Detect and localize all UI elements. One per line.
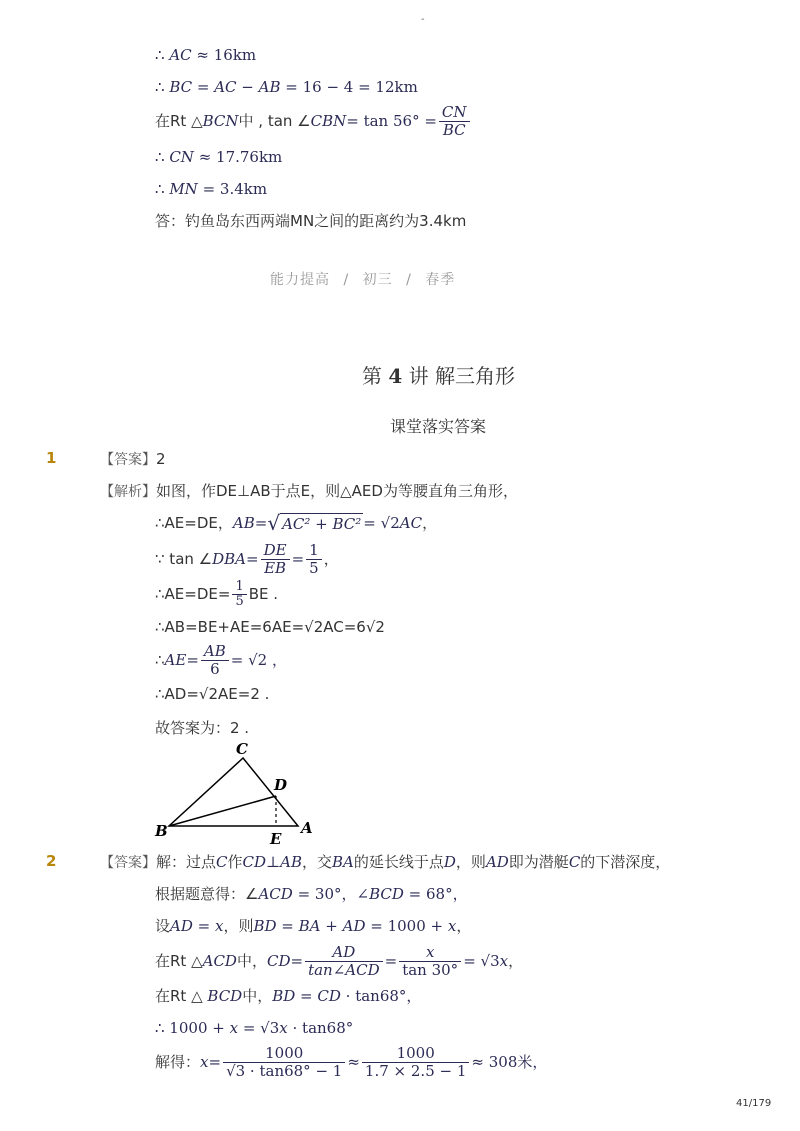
course-breadcrumb: 能力提高 / 初三 / 春季 xyxy=(270,272,456,288)
question-number-2: 2 xyxy=(46,852,57,870)
prev-line-4: ∴ CN ≈ 17.76km xyxy=(155,148,283,166)
breadcrumb-item-level[interactable]: 能力提高 xyxy=(270,272,330,288)
fraction-cn-bc: $\frac{CN}{BC}$ xyxy=(439,104,470,139)
q2-line-7: 解得： x = $\frac{1000}{√3 \cdot \tan 68^\circ - 1}$ ≈ $\frac{1000}{1.7 \times 2.5 - 1}$ ≈ 308米， xyxy=(155,1043,548,1080)
label-b: B xyxy=(155,822,168,840)
q1-step-3: ∴AE=DE= $\frac{1}{5}$ BE . xyxy=(155,578,279,609)
label-a: A xyxy=(301,819,313,837)
prev-line-1: ∴ AC ≈ 16km xyxy=(155,46,257,64)
q2-line-2: 根据题意得：∠ACD = 30°，∠BCD = 68°， xyxy=(155,885,468,903)
section-title: 课堂落实答案 xyxy=(390,417,487,436)
q1-analysis: 【解析】如图，作DE⊥AB于点E，则△AED为等腰直角三角形， xyxy=(100,482,518,500)
q2-line-5: 在Rt △ BCD中，BD = CD · tan68°， xyxy=(155,987,422,1005)
q1-answer: 【答案】2 xyxy=(100,450,166,468)
q1-step-2: ∵ tan ∠ DBA = $\frac{DE}{EB}$ = $\frac{1}{5}$ ， xyxy=(155,540,339,577)
q1-step-4: ∴AB=BE+AE=6AE=√2AC=6√2 xyxy=(155,618,385,636)
triangle-figure xyxy=(150,740,320,848)
label-e: E xyxy=(270,830,282,848)
breadcrumb-item-grade[interactable]: 初三 xyxy=(362,272,393,288)
q2-line-6: ∴ 1000 + x = √3x · tan68° xyxy=(155,1019,354,1037)
prev-line-5: ∴ MN = 3.4km xyxy=(155,180,268,198)
page-number: 41/179 xyxy=(736,1098,772,1109)
prev-answer: 答：钓鱼岛东西两端MN之间的距离约为3.4km xyxy=(155,212,467,230)
top-mark: - xyxy=(421,14,425,25)
q2-line-4: 在Rt △ ACD 中， CD = $\frac{AD}{\text{tan∠ACD}}$ = $\frac{x}{\tan 30^\circ}$ = √3 x ， xyxy=(155,942,524,979)
label-c: C xyxy=(236,740,248,758)
prev-line-3: 在Rt △ BCN 中 , tan ∠ CBN = tan 56° = $\frac{CN}{BC}$ xyxy=(155,100,472,142)
q1-step-5: ∴ AE = $\frac{AB}{6}$ = √2 ， xyxy=(155,641,287,678)
label-d: D xyxy=(274,776,288,794)
q1-step-1: ∴AE=DE， AB = √ AC² + BC² = √2 AC ， xyxy=(155,511,438,535)
q1-conclusion: 故答案为：2 . xyxy=(155,719,250,737)
q1-step-6: ∴AD=√2AE=2 . xyxy=(155,685,270,703)
breadcrumb-item-term[interactable]: 春季 xyxy=(425,272,456,288)
prev-line-2: ∴ BC = AC − AB = 16 − 4 = 12km xyxy=(155,78,418,96)
lecture-title: 第 4 讲 解三角形 xyxy=(362,364,515,388)
question-number-1: 1 xyxy=(46,449,57,467)
q2-line-1: 【答案】解：过点C作CD⊥AB，交BA的延长线于点D，则AD即为潜艇C的下潜深度， xyxy=(100,853,671,871)
q2-line-3: 设AD = x，则BD = BA + AD = 1000 + x， xyxy=(155,917,472,935)
